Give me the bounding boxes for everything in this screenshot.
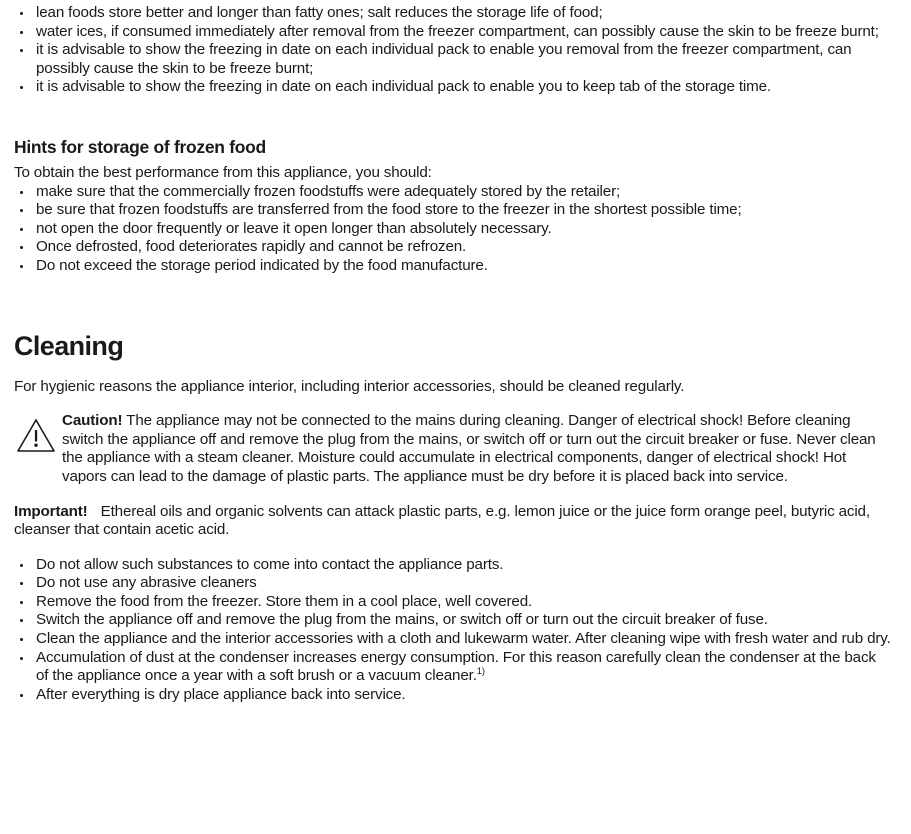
spacer (14, 487, 892, 503)
hints-bullet-list (14, 183, 892, 276)
spacer (14, 540, 892, 556)
list-item: not open the door frequently or leave it open longer than absolutely necessary. (14, 220, 892, 239)
intro-bullet-list (14, 4, 892, 97)
caution-body: The appliance may not be connected to the mains during cleaning. Danger of electrical shock! Before cleaning switch the appliance off and remove the plug from the mains, or switch off or turn out the circuit breaker or fuse. Never clean the appliance with a steam cleaner. Moisture could accumulate in electrical components, danger of electrical shock! Hot vapors can lead to the damage of plastic parts. The appliance must be dry before it is placed back into service. (62, 412, 876, 485)
caution-label: Caution! (62, 412, 123, 430)
condenser-text: Accumulation of dust at the condenser increases energy consumption. For this reason carefully clean the condenser at the back of the appliance once a year with a soft brush or a vacuum cleaner. (36, 648, 876, 685)
important-label: Important! (14, 502, 88, 520)
cleaning-intro-paragraph: For hygienic reasons the appliance interior, including interior accessories, should be cleaned regularly. (14, 377, 685, 395)
spacer (14, 362, 892, 378)
list-item: Do not allow such substances to come into contact the appliance parts. (14, 556, 892, 575)
section-spacer (14, 276, 892, 331)
caution-text (62, 412, 892, 486)
warning-triangle-icon (14, 415, 58, 455)
list-item: Switch the appliance off and remove the plug from the mains, or switch off or turn out the circuit breaker of fuse. (14, 611, 892, 630)
list-item: it is advisable to show the freezing in date on each individual pack to enable you to keep tab of the storage time. (14, 78, 892, 97)
important-paragraph (14, 503, 892, 540)
hints-section-heading: Hints for storage of frozen food (14, 136, 266, 157)
caution-block (14, 412, 892, 486)
hints-intro-paragraph: To obtain the best performance from this appliance, you should: (14, 163, 432, 181)
list-item: be sure that frozen foodstuffs are transferred from the food store to the freezer in the shortest possible time; (14, 201, 892, 220)
section-spacer (14, 97, 892, 137)
list-item: lean foods store better and longer than fatty ones; salt reduces the storage life of food; (14, 4, 892, 23)
list-item: it is advisable to show the freezing in date on each individual pack to enable you removal from the freezer compartment, can possibly cause the skin to be freeze burnt; (14, 41, 892, 78)
list-item: After everything is dry place appliance back into service. (14, 686, 892, 705)
document-content (14, 4, 892, 704)
list-item: Once defrosted, food deteriorates rapidly and cannot be refrozen. (14, 238, 892, 257)
list-item: Clean the appliance and the interior accessories with a cloth and lukewarm water. After cleaning wipe with fresh water and rub dry. (14, 630, 892, 649)
cleaning-section-heading: Cleaning (14, 330, 124, 361)
list-item: water ices, if consumed immediately after removal from the freezer compartment, can possibly cause the skin to be freeze burnt; (14, 23, 892, 42)
list-item: make sure that the commercially frozen foodstuffs were adequately stored by the retailer; (14, 183, 892, 202)
list-item-condenser (14, 649, 892, 686)
spacer (14, 396, 892, 412)
footnote-marker: 1) (476, 666, 485, 678)
list-item: Remove the food from the freezer. Store them in a cool place, well covered. (14, 593, 892, 612)
list-item: Do not use any abrasive cleaners (14, 574, 892, 593)
important-body: Ethereal oils and organic solvents can attack plastic parts, e.g. lemon juice or the juice form orange peel, butyric acid, cleanser that contain acetic acid. (14, 502, 870, 539)
list-item: Do not exceed the storage period indicated by the food manufacture. (14, 257, 892, 276)
cleaning-bullet-list (14, 556, 892, 705)
